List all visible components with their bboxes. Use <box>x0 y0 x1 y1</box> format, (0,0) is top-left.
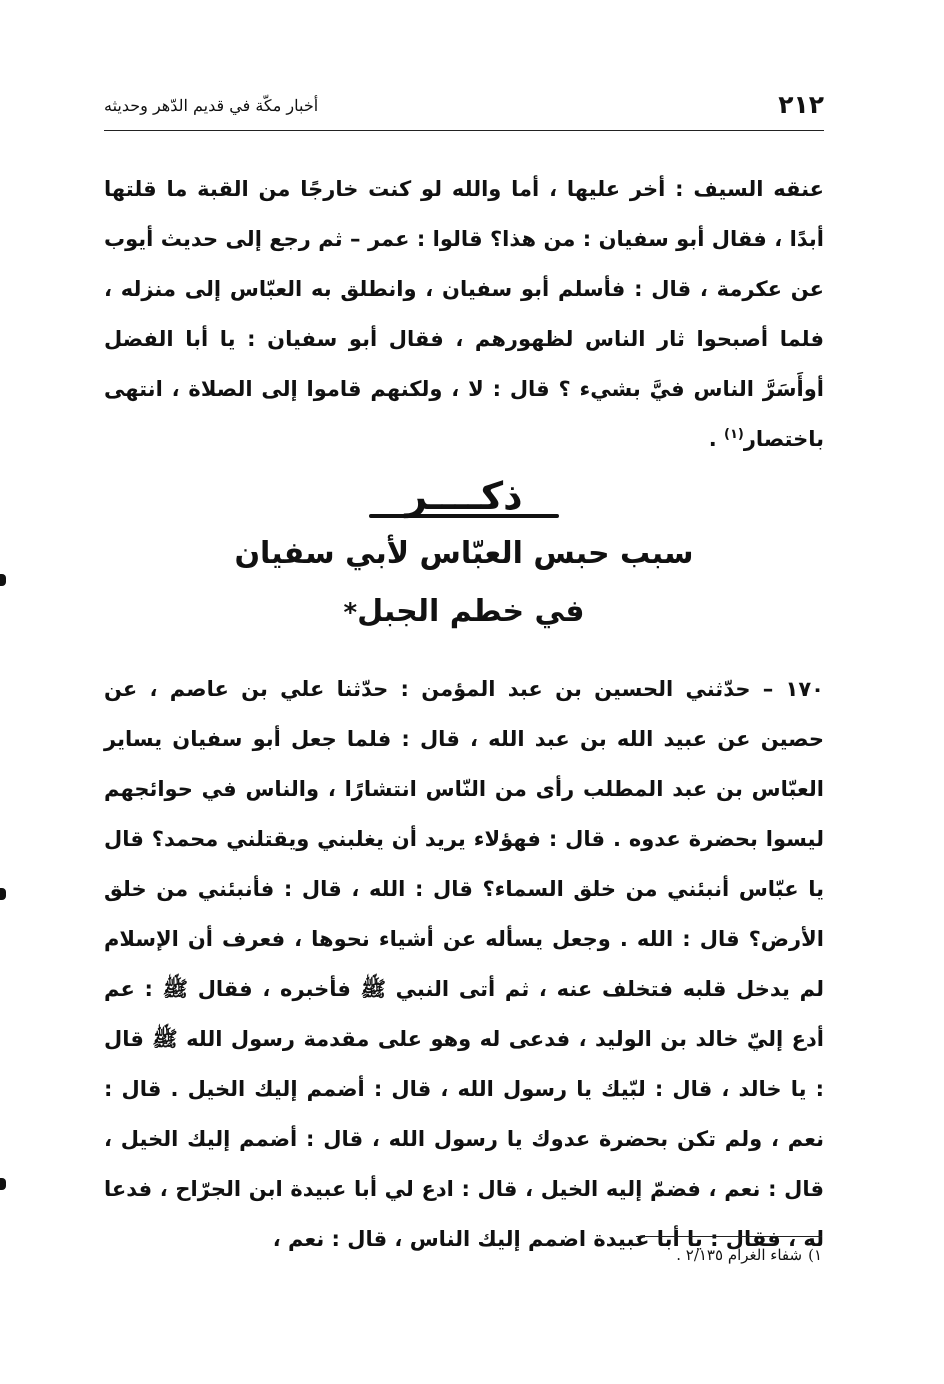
paragraph-text: عنقه السيف : أخر عليها ، أما والله لو كنت خارجًا من القبة ما قلتها أبدًا ، فقال أبو سفيان : من هذا؟ قالوا : عمر – ثم رجع إلى حديث أيوب عن عكرمة ، قال : فأسلم أبو سفيان ، وانطلق به العبّاس إلى منزله ، فلما أصبحوا ثار الناس لظهورهم ، فقال أبو سفيان : يا أبا الفضل أوأَسَرَّ الناس فيَّ بشيء ؟ قال : لا ، ولكنهم قاموا إلى الصلاة ، انتهى باختصار <box>104 177 824 451</box>
page-number: ٢١٢ <box>778 90 824 119</box>
scan-edge-mark <box>0 1178 6 1190</box>
paragraph-continuation <box>104 164 824 464</box>
scan-edge-mark <box>0 574 6 586</box>
title-marker: * <box>343 598 358 628</box>
running-title: أخبار مكّة في قديم الدّهر وحديثه <box>104 96 319 115</box>
paragraph-hadith-170: ١٧٠ – حدّثني الحسين بن عبد المؤمن : حدّثنا علي بن عاصم ، عن حصين عن عبيد الله بن عبد الله ، قال : فلما جعل أبو سفيان يساير العبّاس بن عبد المطلب رأى من النّاس انتشارًا ، والناس في حوائجهم ليسوا بحضرة عدوه . قال : فهؤلاء يريد أن يغلبني ويقتلني محمد؟ قال يا عبّاس أنبئني من خلق السماء؟ قال : الله ، قال : فأنبئني من خلق الأرض؟ قال : الله . وجعل يسأله عن أشياء نحوها ، فعرف أن الإسلام لم يدخل قلبه فتخلف عنه ، ثم أتى النبي ﷺ فأخبره ، فقال ﷺ : عم أدع إليّ خالد بن الوليد ، فدعى له وهو على مقدمة رسول الله ﷺ قال : يا خالد ، قال : لبّيك يا رسول الله ، قال : أضمم إليك الخيل . قال : نعم ، ولم تكن بحضرة عدوك يا رسول الله ، قال : أضمم إليك الخيل ، قال : نعم ، فضمّ إليه الخيل ، قال : ادع لي أبا عبيدة ابن الجرّاح ، فدعا له ، فقال : يا أبا عبيدة اضمم إليك الناس ، قال : نعم ، <box>104 677 824 1251</box>
scan-edge-mark <box>0 888 6 900</box>
running-header <box>104 82 824 131</box>
footnote-number: ١) <box>808 1246 822 1264</box>
footnote-reference: (١) <box>724 427 744 442</box>
paragraph-end: . <box>708 427 724 451</box>
footnote <box>676 1246 822 1264</box>
section-title-line-2 <box>104 594 824 629</box>
footnote-text: شفاء الغرام ٢/١٣٥ . <box>676 1246 803 1264</box>
section-title-line-1: سبب حبس العبّاس لأبي سفيان <box>234 536 694 571</box>
footnote-divider <box>636 1236 822 1237</box>
section-label-text: ذكــــر <box>405 474 523 518</box>
section-label <box>104 474 824 518</box>
section-title-text: في خطم الجبل <box>357 594 585 629</box>
